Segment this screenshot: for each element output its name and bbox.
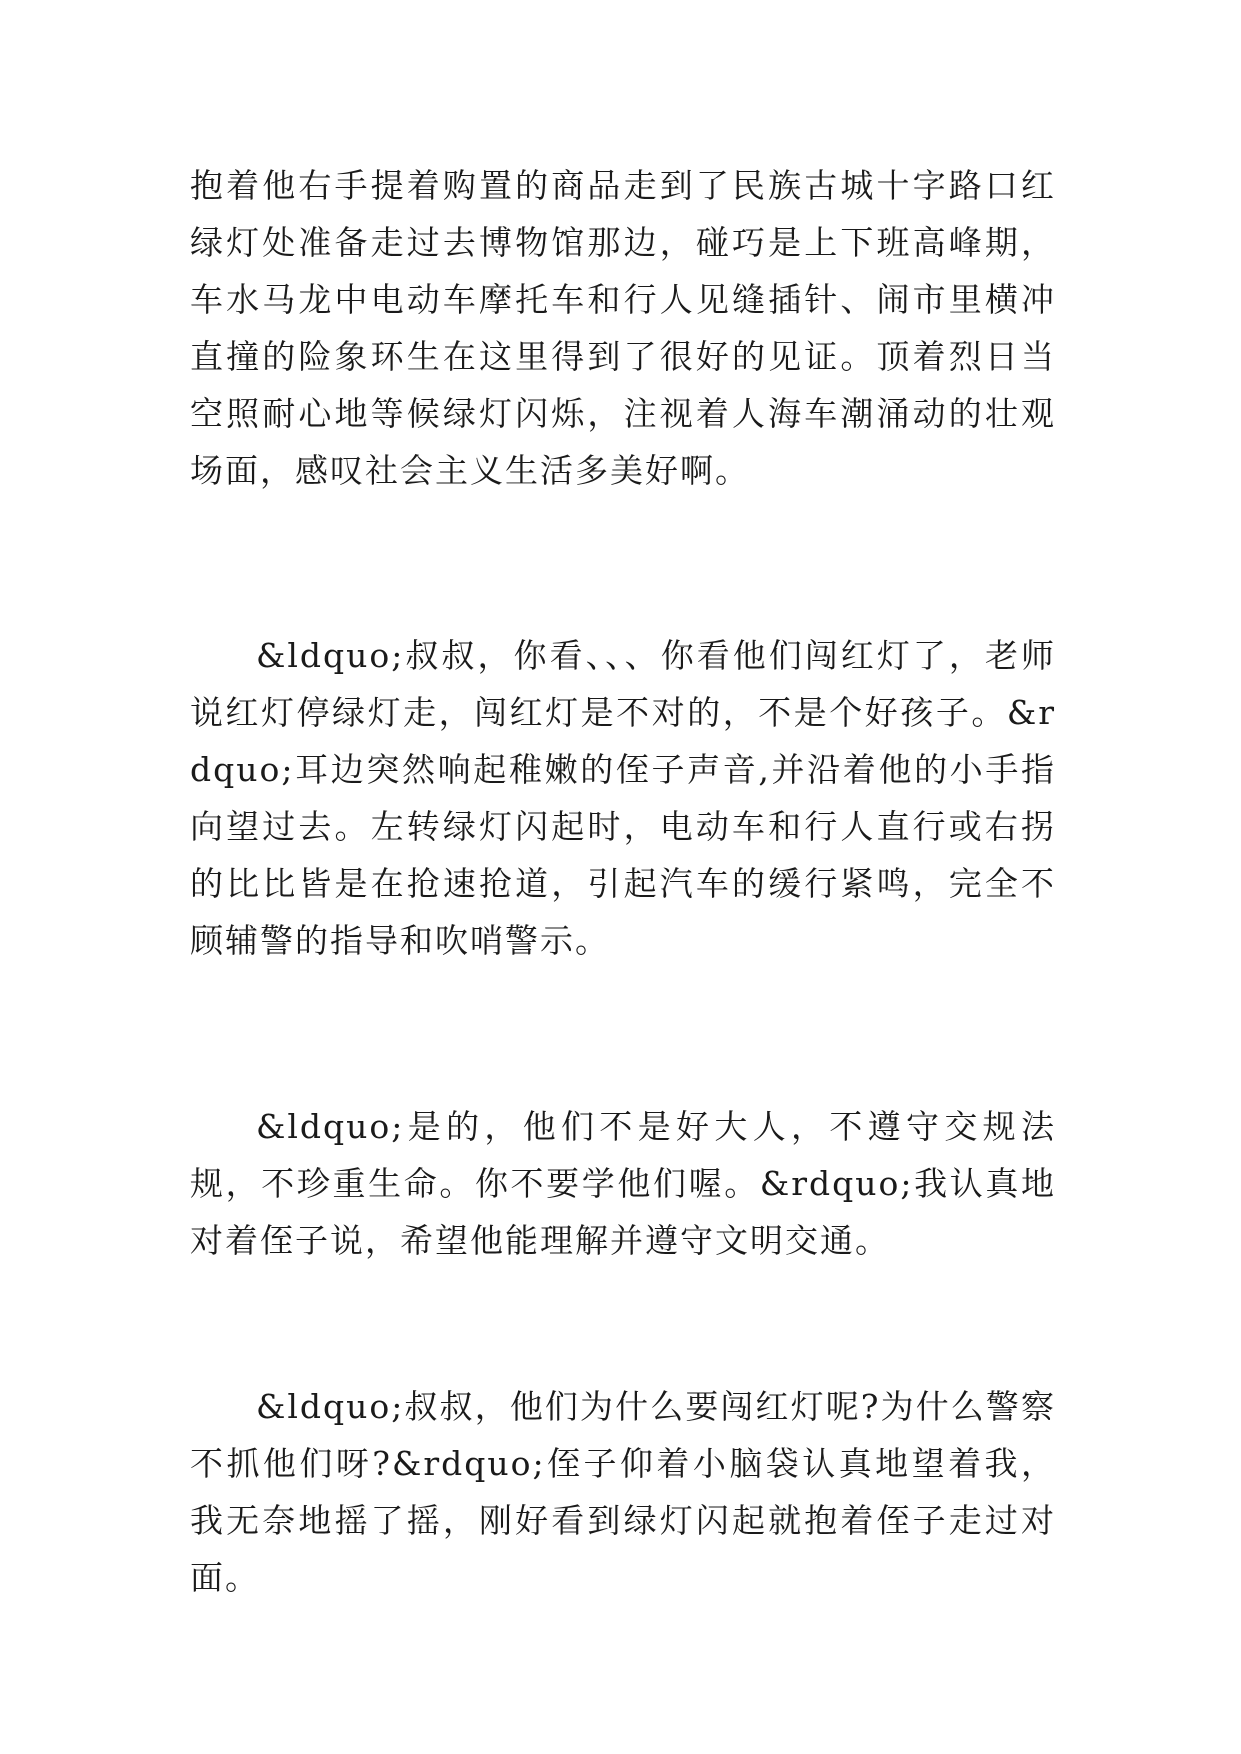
paragraph-4: &ldquo;叔叔，他们为什么要闯红灯呢?为什么警察不抓他们呀?&rdquo;侄子仰着小脑袋认真地望着我，我无奈地摇了摇，刚好看到绿灯闪起就抱着侄子走过对面。 — [190, 1387, 1056, 1597]
paragraph-3: &ldquo;是的，他们不是好大人，不遵守交规法规，不珍重生命。你不要学他们喔。&rdquo;我认真地对着侄子说，希望他能理解并遵守文明交通。 — [190, 1107, 1056, 1260]
paragraph-1: 抱着他右手提着购置的商品走到了民族古城十字路口红绿灯处准备走过去博物馆那边，碰巧是上下班高峰期，车水马龙中电动车摩托车和行人见缝插针、闹市里横冲直撞的险象环生在这里得到了很好的见证。顶着烈日当空照耐心地等候绿灯闪烁，注视着人海车潮涌动的壮观场面，感叹社会主义生活多美好啊。 — [190, 166, 1056, 490]
paragraph-2: &ldquo;叔叔，你看、、、你看他们闯红灯了，老师说红灯停绿灯走，闯红灯是不对的，不是个好孩子。&rdquo;耳边突然响起稚嫩的侄子声音,并沿着他的小手指向望过去。左转绿灯闪起时，电动车和行人直行或右拐的比比皆是在抢速抢道，引起汽车的缓行紧鸣，完全不顾辅警的指导和吹哨警示。 — [190, 636, 1056, 960]
